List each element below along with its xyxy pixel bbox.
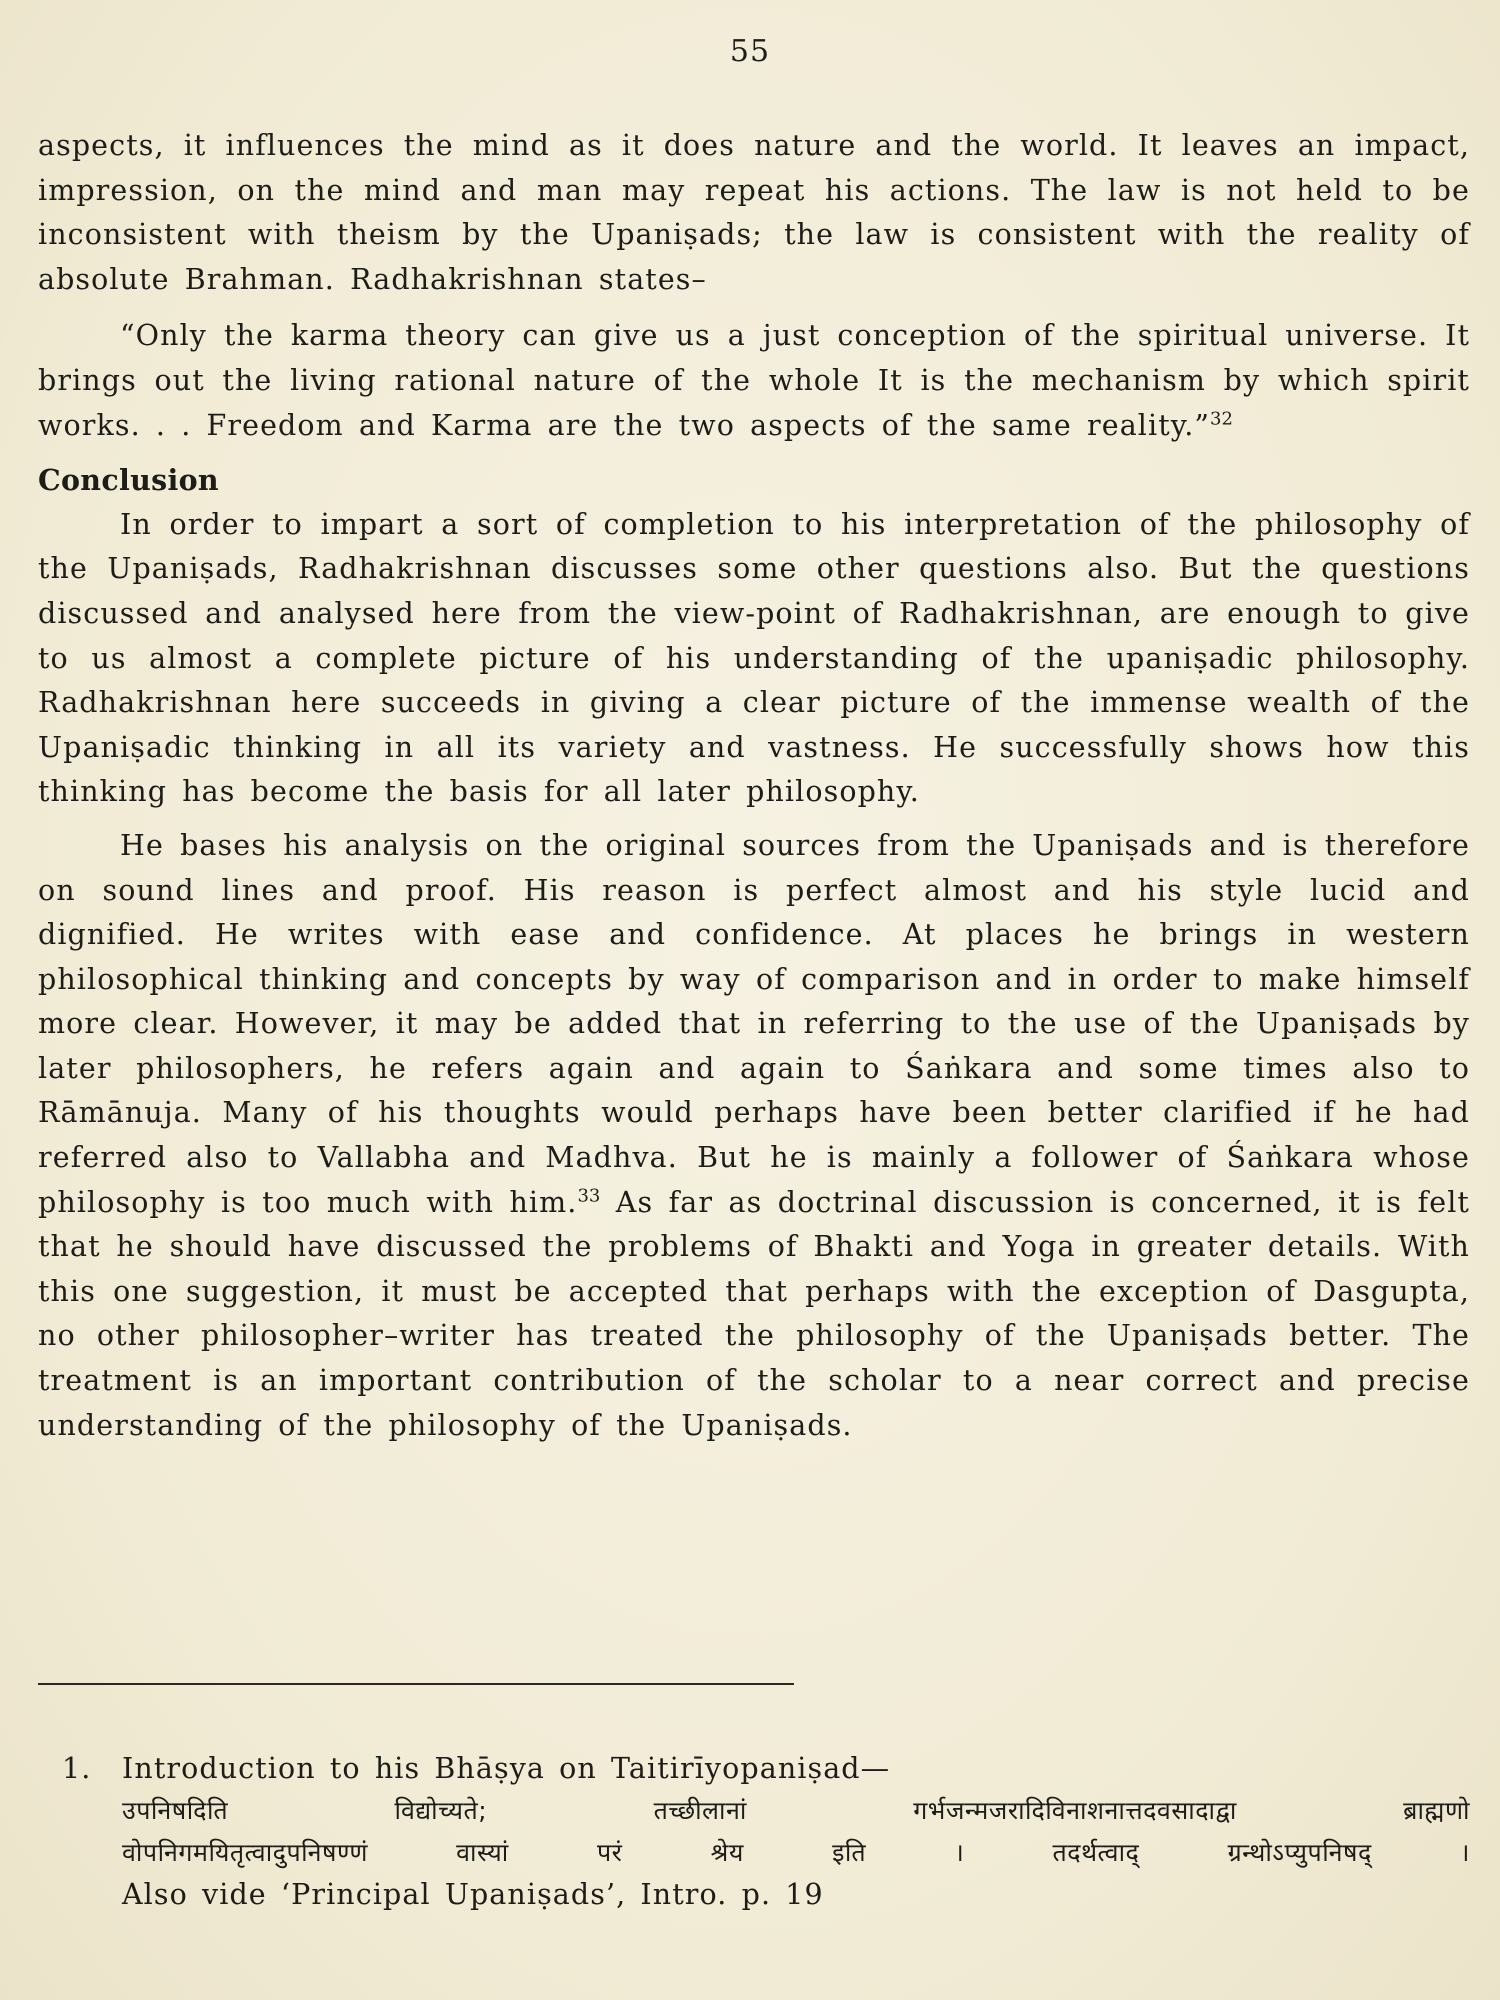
footnote-number: 1. bbox=[62, 1752, 92, 1785]
footnote-sanskrit-line-1: उपनिषदिति विद्योच्यते; तच्छीलानां गर्भजन्मजरादिविनाशनात्तदवसादाद्वा ब्राह्मणो bbox=[122, 1796, 1470, 1825]
paragraph-conclusion-1: In order to impart a sort of completion to his interpretation of the philosophy of the Upaniṣads, Radhakrishnan discusses some other questions also. But the questions discussed and analysed here from the view-point of Radhakrishnan, are enough to give to us almost a complete picture of his understanding of the upaniṣadic philosophy. Radhakrishnan here succeeds in giving a clear picture of the immense wealth of the Upaniṣadic thinking in all its variety and vastness. He successfully shows how this thinking has become the basis for all later philosophy. bbox=[38, 507, 1470, 809]
quote-text: “Only the karma theory can give us a just conception of the spiritual universe. It brings out the living rational nature of the whole It is the mechanism by which spirit works. . . Freedom and Karma are the two aspects of the same reality.” bbox=[38, 319, 1470, 442]
block-quote bbox=[38, 314, 1470, 448]
section-heading: Conclusion bbox=[38, 463, 219, 498]
footnote-sanskrit-line-2: वोपनिगमयितृत्वादुपनिषण्णं वास्यां परं श्रेय इति । तदर्थत्वाद् ग्रन्थोऽप्युपनिषद् । bbox=[122, 1838, 1470, 1867]
paragraph-text-part2: As far as doctrinal discussion is concerned, it is felt that he should have discussed the problems of Bhakti and Yoga in greater details. With this one suggestion, it must be accepted that perhaps with the exception of Dasgupta, no other philosopher–writer has treated the philosophy of the Upaniṣads better. The treatment is an important contribution of the scholar to a near correct and precise understanding of the philosophy of the Upaniṣads. bbox=[38, 1185, 1470, 1442]
footnote-ref-32: 32 bbox=[1210, 408, 1233, 430]
footnote bbox=[62, 1748, 1470, 1916]
page-number: 55 bbox=[729, 34, 771, 69]
paragraph-text-part1: He bases his analysis on the original sources from the Upaniṣads and is therefore on sound lines and proof. His reason is perfect almost and his style lucid and dignified. He writes with ease and confidence. At places he brings in western philosophical thinking and concepts by way of comparison and in order to make himself more clear. However, it may be added that in referring to the use of the Upaniṣads by later philosophers, he refers again and again to Śaṅkara and some times also to Rāmānuja. Many of his thoughts would perhaps have been better clarified if he had referred also to Vallabha and Madhva. But he is mainly a follower of Śaṅkara whose philosophy is too much with him. bbox=[38, 828, 1470, 1219]
paragraph-intro: aspects, it influences the mind as it does nature and the world. It leaves an impact, impression, on the mind and man may repeat his actions. The law is not held to be inconsistent with theism by the Upaniṣads; the law is consistent with the reality of absolute Brahman. Radhakrishnan states– bbox=[38, 129, 1470, 296]
footnote-divider bbox=[38, 1683, 794, 1685]
footnote-title-line bbox=[62, 1748, 1470, 1790]
paragraph-conclusion-2 bbox=[38, 824, 1470, 1448]
main-text bbox=[38, 124, 1470, 1448]
footnote-ref-33: 33 bbox=[577, 1185, 601, 1207]
footnote-reference: Also vide ‘Principal Upaniṣads’, Intro. p. 19 bbox=[122, 1878, 824, 1911]
footnote-title: Introduction to his Bhāṣya on Taitirīyopaniṣad— bbox=[122, 1752, 891, 1785]
